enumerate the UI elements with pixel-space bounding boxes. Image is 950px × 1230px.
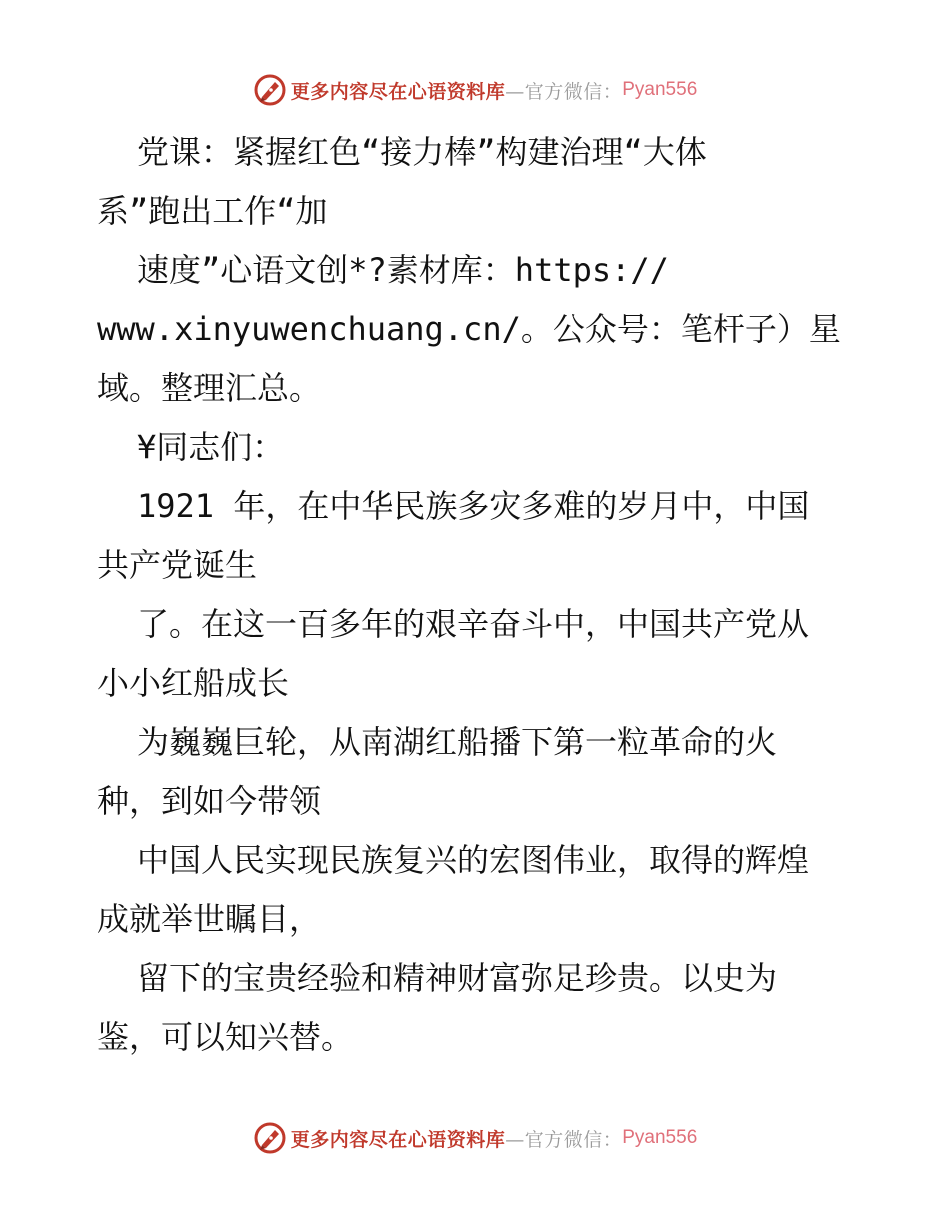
- footer-banner: [0, 1118, 950, 1158]
- body-text-line: 鉴，可以知兴替。: [97, 1018, 354, 1056]
- body-text-line: ¥同志们：: [137, 428, 285, 466]
- pen-nib-circle-icon: [253, 73, 287, 107]
- body-text-line: 中国人民实现民族复兴的宏图伟业，取得的辉煌: [137, 841, 810, 879]
- body-text-line: www.xinyuwenchuang.cn/。公众号：笔杆子）星: [97, 310, 841, 348]
- body-text-line: 共产党诞生: [97, 546, 258, 584]
- body-text-line: 速度”心语文创*?素材库：https://: [137, 251, 669, 289]
- body-text-line: 留下的宝贵经验和精神财富弥足珍贵。以史为: [137, 959, 778, 997]
- document-body: [97, 123, 857, 1067]
- body-text-line: 了。在这一百多年的艰辛奋斗中，中国共产党从: [137, 605, 810, 643]
- banner-wechat-id: Pyan556: [622, 79, 698, 100]
- banner-wechat-label: —官方微信：: [505, 80, 623, 103]
- body-text-line: 为巍巍巨轮，从南湖红船播下第一粒革命的火: [137, 723, 778, 761]
- header-banner: [0, 70, 950, 110]
- banner-site-text: 更多内容尽在心语资料库: [290, 1128, 506, 1151]
- pen-nib-circle-icon: [253, 1121, 287, 1155]
- banner-site-text: 更多内容尽在心语资料库: [290, 80, 506, 103]
- body-text-line: 小小红船成长: [97, 664, 290, 702]
- body-text-line: 党课：紧握红色“接力棒”构建治理“大体: [137, 133, 707, 171]
- body-text-line: 系”跑出工作“加: [97, 192, 328, 230]
- body-text-line: 种，到如今带领: [97, 782, 322, 820]
- body-text-line: 1921 年，在中华民族多灾多难的岁月中，中国: [137, 487, 810, 525]
- body-text-line: 成就举世瞩目，: [97, 900, 322, 938]
- body-text-line: 域。整理汇总。: [97, 369, 322, 407]
- banner-wechat-label: —官方微信：: [505, 1128, 623, 1151]
- banner-wechat-id: Pyan556: [622, 1127, 698, 1148]
